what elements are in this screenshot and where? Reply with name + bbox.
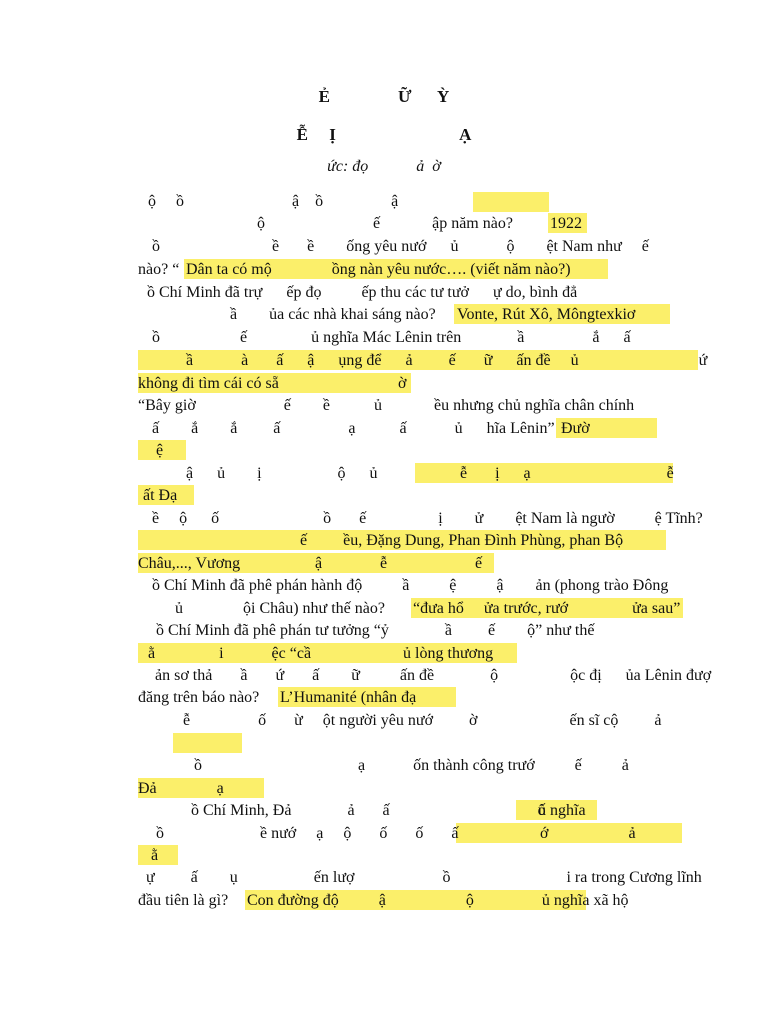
text-line: ấ ắ ắ ấ ạ ấ ủ hĩa Lênin” (152, 420, 555, 437)
text-line: ằ i ệc “cầ ủ lòng thương (148, 645, 494, 662)
text-line: ớ ả (540, 825, 636, 842)
text-line: Dân ta có mộ ồng nàn yêu nước…. (viết năm nào?) (186, 261, 571, 278)
text-line: ồ ạ ốn thành công trướ ế ả (194, 757, 629, 774)
text-line: ề ộ ố ồ ế ị ử ệt Nam là ngườ ệ Tĩnh? (152, 510, 703, 527)
text-line: ầ à ấ ậ ụng để ả ế ữ ấn đề ủ ứ (186, 352, 708, 369)
text-line: L’Humanité (nhân đạ (280, 689, 417, 706)
text-line: ồ ề nướ ạ ộ ố ố ấ (156, 825, 459, 842)
highlight-1 (473, 192, 549, 212)
text-line: ản sơ thả ầ ứ ấ ữ ấn đề ộ ộc đị ủa Lênin đượ (155, 667, 712, 684)
text-line: ệ (156, 442, 164, 459)
document-title-line-2: Ễ Ị Ạ (296, 125, 472, 144)
text-line: ễ ị ạ ễ (460, 465, 674, 482)
text-line: “Bây giờ ế ề ủ ều nhưng chủ nghĩa chân chính (138, 397, 635, 414)
text-line: ế ều, Đặng Dung, Phan Đình Phùng, phan Bộ (300, 532, 624, 549)
text-line: ộ ế ập năm nào? (257, 215, 513, 232)
text-line: ất Đạ (143, 487, 178, 504)
text-line: nào? “ (138, 261, 180, 278)
text-line: Đả ạ (138, 780, 224, 797)
text-line: ồ ề ề ống yêu nướ ủ ộ ệt Nam như ế (152, 238, 649, 255)
text-line: không đi tìm cái có sẵ (138, 375, 279, 392)
text-line: ờ (398, 375, 407, 392)
document-subtitle: ức: đọ ả ờ (327, 158, 441, 175)
text-line: Đườ (561, 420, 590, 437)
text-line: ậ ủ ị ộ ủ (186, 465, 378, 482)
text-line: ầ ủa các nhà khai sáng nào? (230, 306, 436, 323)
text-line: Con đường độ ậ ộ ủ nghĩa xã hộ (247, 892, 629, 909)
text-line: đầu tiên là gì? (138, 892, 229, 909)
text-line: ồ Chí Minh đã trự ếp đọ ếp thu các tư tưở ự do, bình đẳ (147, 284, 578, 301)
text-line: 1922 (550, 215, 582, 232)
text-line: ộ ồ ậ ồ ậ (148, 193, 399, 210)
text-line: Vonte, Rút Xô, Môngtexkiơ (457, 306, 636, 323)
highlight-16 (173, 733, 242, 753)
text-line: ậ (315, 555, 323, 572)
text-line: ồ Chí Minh đã phê phán tư tưởng “ỷ ầ ế ộ” như thế (156, 622, 595, 639)
text-line: ằ (151, 847, 159, 864)
text-line: ự ấ ụ ến lượ ồ i ra trong Cương lĩnh (146, 869, 702, 886)
text-line: ủ nghĩa (538, 802, 586, 819)
text-line: ễ ố ừ ột người yêu nướ ờ ến sĩ cộ ả (183, 712, 662, 729)
text-line: ễ (380, 555, 388, 572)
text-line: Châu,..., Vương (138, 555, 241, 572)
document-title-line-1: Ẻ Ữ Ỳ (318, 87, 450, 106)
text-line: ế (475, 555, 483, 572)
text-line: ủ ội Châu) như thế nào? (175, 600, 385, 617)
text-line: ồ ế ủ nghĩa Mác Lênin trên ầ ắ ấ (152, 329, 631, 346)
text-line: “đưa hổ ửa trước, rướ ửa sau” (413, 600, 681, 617)
text-line: đăng trên báo nào? (138, 689, 260, 706)
text-line: ồ Chí Minh đã phê phán hành độ ầ ệ ậ ản (phong trào Đông (152, 577, 669, 594)
text-line: ồ Chí Minh, Đả ả ấ ố (191, 802, 546, 819)
